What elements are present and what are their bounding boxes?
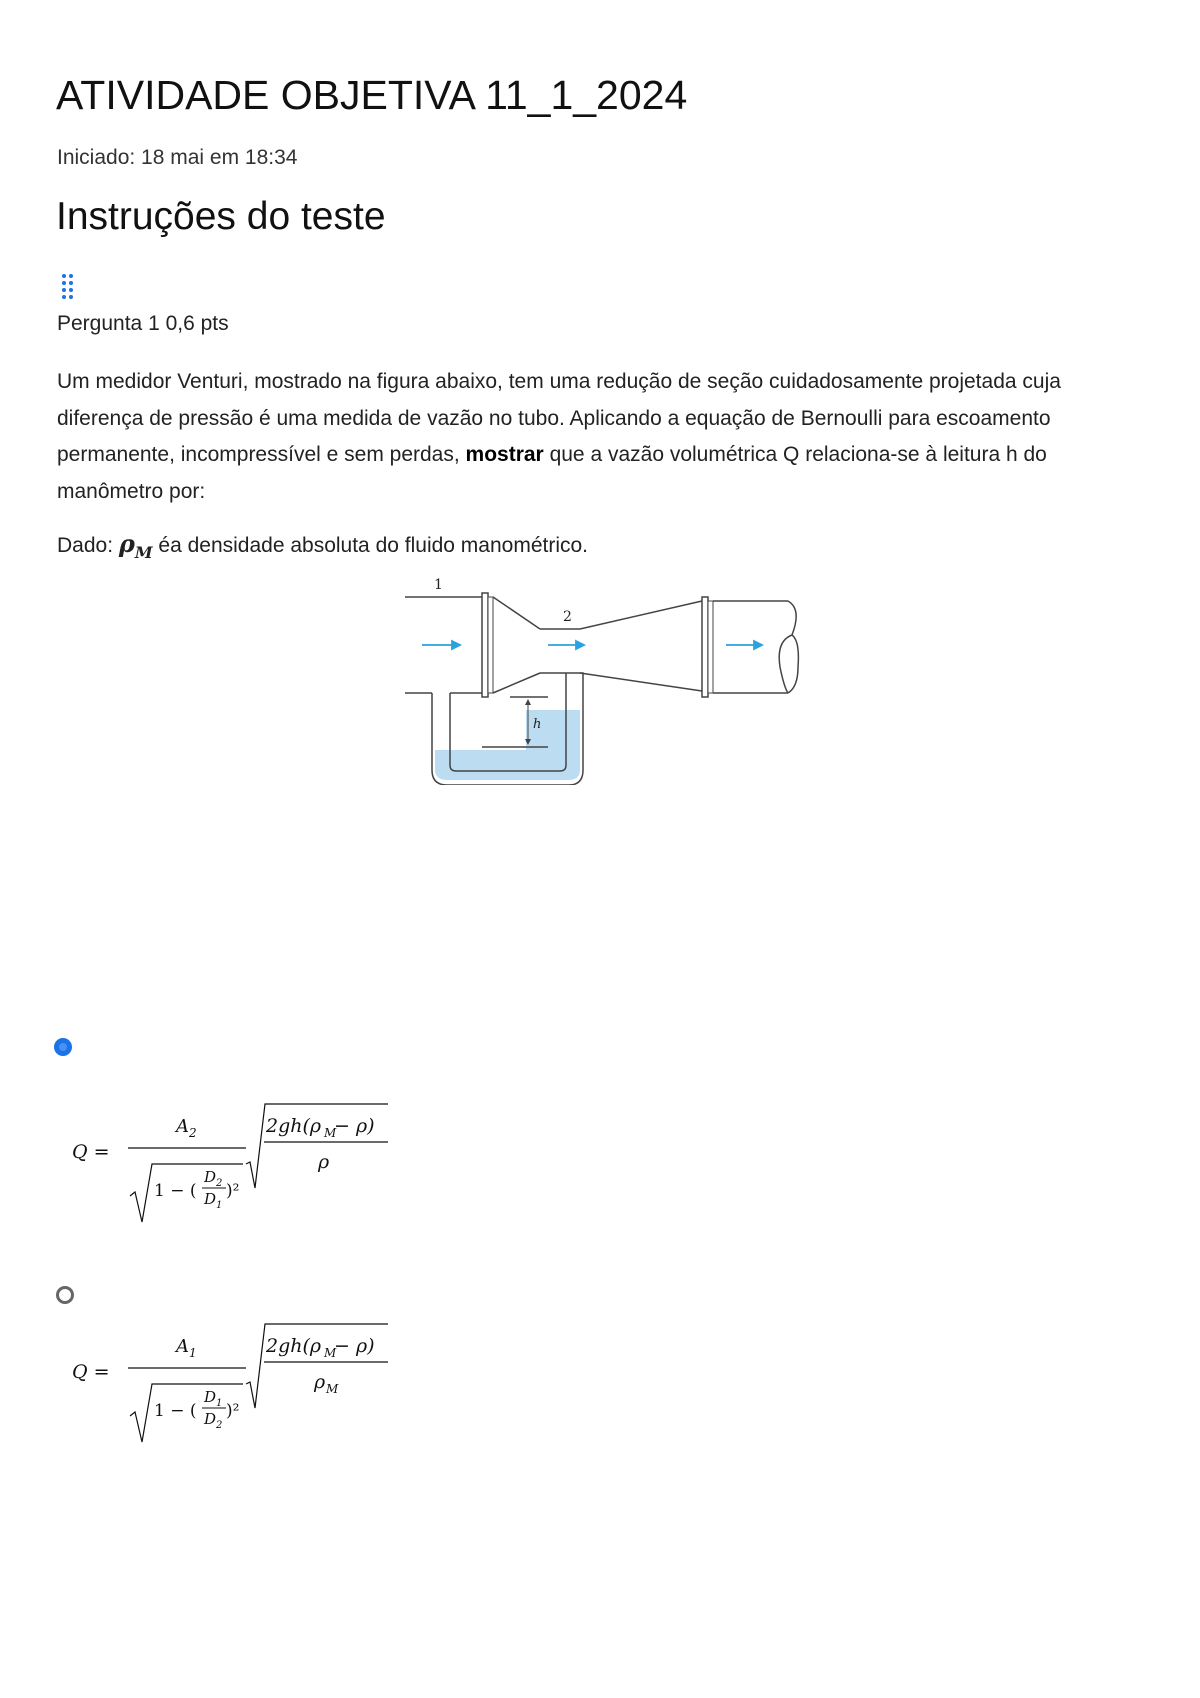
label-section-1: 1 xyxy=(434,577,443,593)
manometer-fluid xyxy=(435,750,580,780)
drag-handle-icon[interactable] xyxy=(58,272,78,302)
label-height-h: h xyxy=(533,717,542,732)
option-2-formula xyxy=(68,1320,428,1460)
rho-m-symbol xyxy=(118,529,153,562)
question-text-part-2: que a vazão volumétrica Q relaciona-se à leitura h do manômetro por: xyxy=(57,443,1047,503)
svg-text:Q =: Q = xyxy=(72,1361,110,1383)
svg-text:ρ: ρ xyxy=(318,1151,330,1173)
svg-text:M: M xyxy=(324,1126,337,1140)
svg-text:− ρ): − ρ) xyxy=(334,1335,375,1357)
svg-text:2: 2 xyxy=(216,1420,223,1431)
question-text xyxy=(57,364,1097,510)
question-text-part-1: Um medidor Venturi, mostrado na figura abaixo, tem uma redução de seção cuidadosamente projetada cuja diferença de pressão é uma medida de vazão no tubo. Aplicando a equação de Bernoulli para escoamento permanente, incompressível e sem perdas, xyxy=(57,370,1061,466)
svg-text:2gh(ρ: 2gh(ρ xyxy=(266,1115,322,1137)
given-prefix: Dado: xyxy=(57,534,119,557)
option-2-radio[interactable] xyxy=(56,1286,74,1304)
svg-text:1 − (: 1 − ( xyxy=(154,1401,197,1421)
option-1-radio[interactable] xyxy=(54,1038,72,1056)
svg-text:D: D xyxy=(204,1388,217,1406)
rho-symbol: ρ xyxy=(118,529,135,558)
svg-text:D: D xyxy=(204,1410,217,1428)
svg-text:)²: )² xyxy=(226,1181,240,1201)
given-suffix: éa densidade absoluta do fluido manométrico. xyxy=(152,534,589,557)
svg-text:1: 1 xyxy=(189,1346,197,1360)
svg-text:ρ: ρ xyxy=(314,1371,326,1393)
page-title: ATIVIDADE OBJETIVA 11_1_2024 xyxy=(56,72,688,118)
question-text-bold: mostrar xyxy=(465,443,544,466)
rho-subscript: M xyxy=(134,542,153,562)
svg-text:2: 2 xyxy=(216,1178,223,1189)
svg-text:)²: )² xyxy=(226,1401,240,1421)
svg-text:D: D xyxy=(204,1190,217,1208)
svg-text:2gh(ρ: 2gh(ρ xyxy=(266,1335,322,1357)
svg-text:A: A xyxy=(176,1116,189,1137)
option-1-formula xyxy=(68,1100,428,1240)
given-statement xyxy=(57,528,588,569)
flange-2 xyxy=(702,597,708,697)
svg-text:D: D xyxy=(204,1168,217,1186)
instructions-heading: Instruções do teste xyxy=(56,195,386,238)
svg-text:M: M xyxy=(324,1346,337,1360)
svg-text:1: 1 xyxy=(216,1398,223,1409)
flange-1 xyxy=(482,593,488,697)
svg-text:1 − (: 1 − ( xyxy=(154,1181,197,1201)
svg-text:− ρ): − ρ) xyxy=(334,1115,375,1137)
svg-text:2: 2 xyxy=(189,1126,197,1140)
svg-text:1: 1 xyxy=(216,1200,223,1211)
svg-text:Q =: Q = xyxy=(72,1141,110,1163)
venturi-diagram xyxy=(400,575,830,785)
svg-text:M: M xyxy=(326,1382,339,1396)
svg-text:A: A xyxy=(176,1336,189,1357)
question-header: Pergunta 1 0,6 pts xyxy=(57,312,229,335)
started-timestamp: Iniciado: 18 mai em 18:34 xyxy=(57,146,298,169)
label-section-2: 2 xyxy=(563,609,572,625)
